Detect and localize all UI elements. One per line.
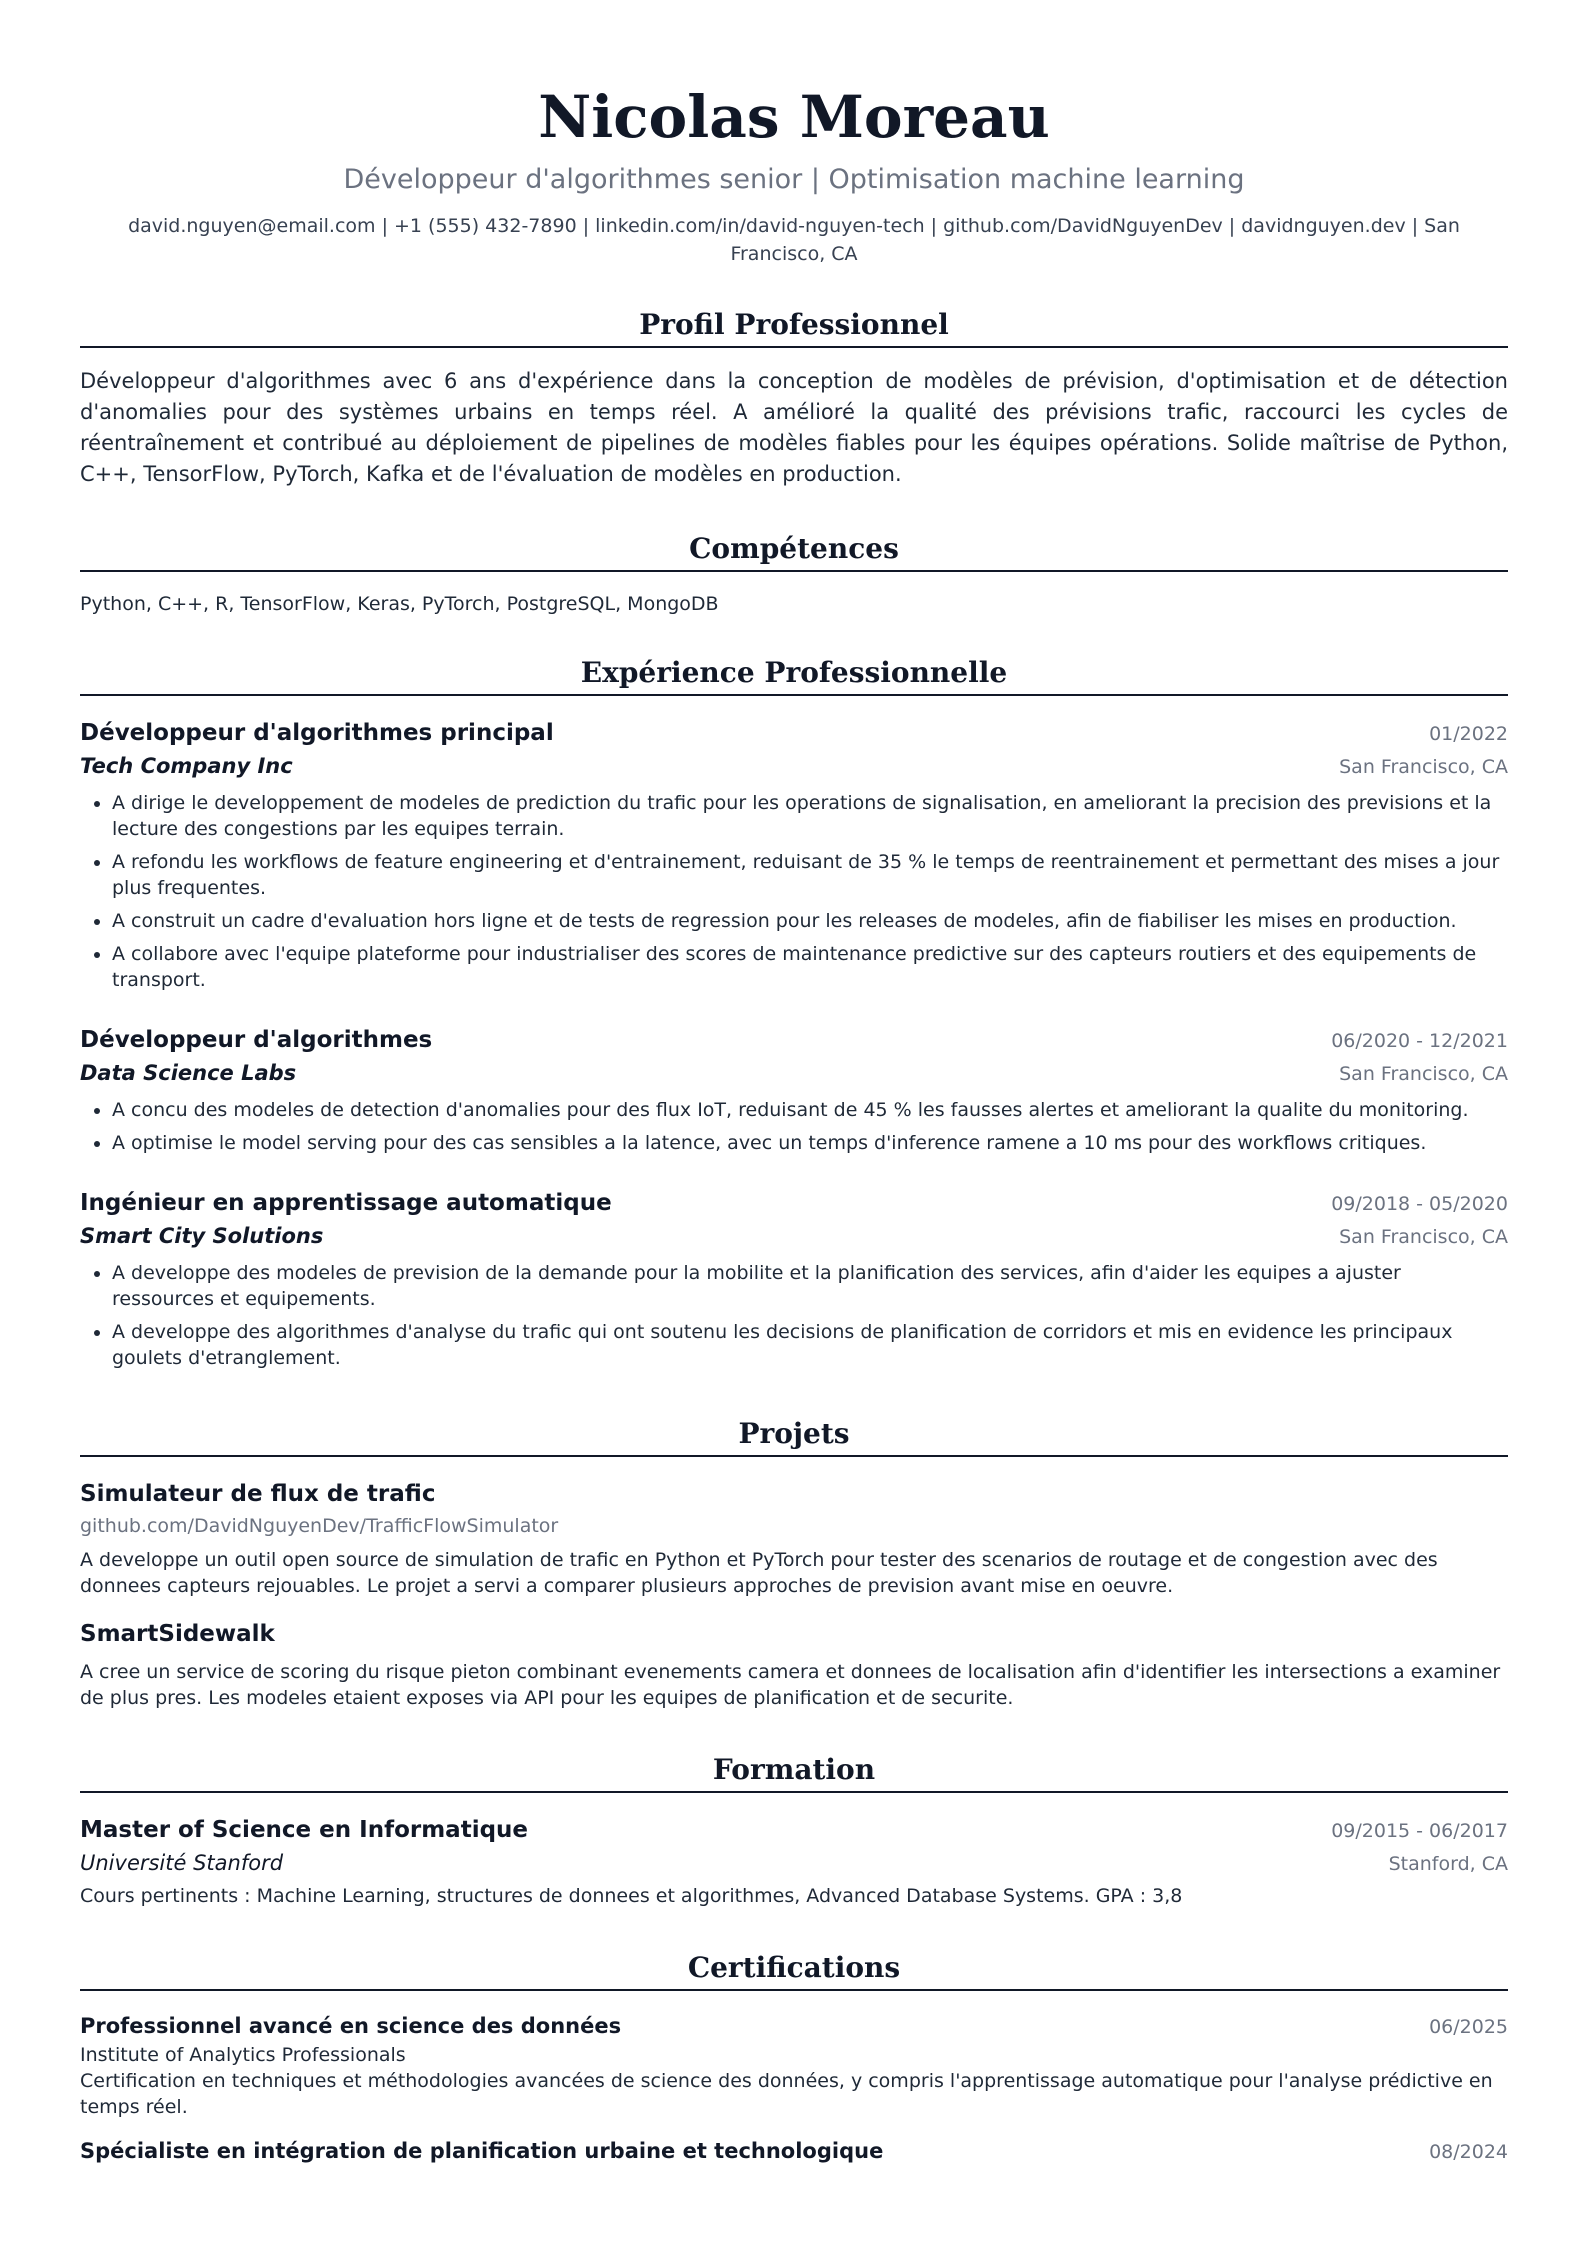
job-bullet: • A construit un cadre d'evaluation hors ligne et de tests de regression pour les releases de modeles, afin de fiabiliser les mises en production.	[112, 908, 1508, 934]
job-company: Smart City Solutions	[80, 1224, 324, 1248]
certification-entry	[80, 2011, 1508, 2120]
project-description: A developpe un outil open source de simulation de trafic en Python et PyTorch pour tester des scenarios de routage et de congestion avec des donnees capteurs rejouables. Le projet a servi a comparer plusieurs approches de prevision avant mise en oeuvre.	[80, 1549, 1438, 1597]
certification-title: Spécialiste en intégration de planification urbaine et technologique	[80, 2139, 884, 2163]
experience-section	[80, 654, 1508, 1371]
skills-section	[80, 530, 1508, 618]
section-title-projects: Projets	[80, 1415, 1508, 1457]
education-date: 09/2015 - 06/2017	[1331, 1820, 1508, 1842]
job-bullet: • A dirige le developpement de modeles de prediction du trafic pour les operations de signalisation, en ameliorant la precision des previsions et la lecture des congestions par les equipes terrain.	[112, 790, 1508, 842]
job-title: Développeur d'algorithmes principal	[80, 720, 554, 746]
job-date: 01/2022	[1429, 723, 1508, 745]
section-title-skills: Compétences	[80, 530, 1508, 572]
certifications-section	[80, 1949, 1508, 2167]
job-location: San Francisco, CA	[1339, 756, 1508, 778]
job-date: 09/2018 - 05/2020	[1331, 1193, 1508, 1215]
section-title-education: Formation	[80, 1751, 1508, 1793]
job-bullet: • A collabore avec l'equipe plateforme pour industrialiser des scores de maintenance predictive sur des capteurs routiers et des equipements de transport.	[112, 941, 1508, 993]
education-courses: Cours pertinents : Machine Learning, structures de donnees et algorithmes, Advanced Database Systems. GPA : 3,8	[80, 1885, 1183, 1907]
job-bullet: • A developpe des algorithmes d'analyse du trafic qui ont soutenu les decisions de planification de corridors et mis en evidence les principaux goulets d'etranglement.	[112, 1319, 1508, 1371]
certification-date: 06/2025	[1429, 2016, 1508, 2038]
section-title-profile: Profil Professionnel	[80, 306, 1508, 348]
job-date: 06/2020 - 12/2021	[1331, 1030, 1508, 1052]
project-entry	[80, 1617, 1508, 1711]
section-title-experience: Expérience Professionnelle	[80, 654, 1508, 696]
education-section	[80, 1751, 1508, 1909]
candidate-subtitle: Développeur d'algorithmes senior | Optimisation machine learning	[343, 164, 1245, 195]
skills-text: Python, C++, R, TensorFlow, Keras, PyTorch, PostgreSQL, MongoDB	[80, 593, 719, 615]
school-name: Université Stanford	[80, 1851, 284, 1875]
job-entry	[80, 1023, 1508, 1156]
project-link[interactable]: github.com/DavidNguyenDev/TrafficFlowSimulator	[80, 1515, 559, 1537]
job-title: Développeur d'algorithmes	[80, 1027, 433, 1053]
project-title: SmartSidewalk	[80, 1621, 275, 1647]
resume-header	[80, 0, 1508, 268]
profile-text: Développeur d'algorithmes avec 6 ans d'expérience dans la conception de modèles de prévision, d'optimisation et de détection d'anomalies pour des systèmes urbains en temps réel. A amélioré la qualité des prévisions trafic, raccourci les cycles de réentraînement et contribué au déploiement de pipelines de modèles fiables pour les équipes opérations. Solide maîtrise de Python, C++, TensorFlow, PyTorch, Kafka et de l'évaluation de modèles en production.	[80, 369, 1508, 486]
candidate-name: Nicolas Moreau	[538, 83, 1050, 151]
job-bullet: • A developpe des modeles de prevision de la demande pour la mobilite et la planification des services, afin d'aider les equipes a ajuster ressources et equipements.	[112, 1260, 1508, 1312]
certification-description: Certification en techniques et méthodologies avancées de science des données, y compris l'apprentissage automatique pour l'analyse prédictive en temps réel.	[80, 2070, 1493, 2118]
job-bullets	[80, 790, 1508, 993]
job-bullet: • A concu des modeles de detection d'anomalies pour des flux IoT, reduisant de 45 % les fausses alertes et ameliorant la qualite du monitoring.	[112, 1097, 1508, 1123]
project-entry	[80, 1477, 1508, 1599]
projects-section	[80, 1415, 1508, 1711]
degree-title: Master of Science en Informatique	[80, 1817, 529, 1843]
certification-issuer: Institute of Analytics Professionals	[80, 2044, 406, 2066]
certification-title: Professionnel avancé en science des données	[80, 2014, 622, 2038]
job-title: Ingénieur en apprentissage automatique	[80, 1190, 612, 1216]
job-bullets	[80, 1260, 1508, 1371]
school-location: Stanford, CA	[1388, 1853, 1508, 1875]
job-bullet: • A refondu les workflows de feature engineering et d'entrainement, reduisant de 35 % le temps de reentrainement et permettant des mises a jour plus frequentes.	[112, 849, 1508, 901]
section-title-certifications: Certifications	[80, 1949, 1508, 1991]
job-entry	[80, 716, 1508, 993]
job-company: Tech Company Inc	[80, 754, 293, 778]
job-entry	[80, 1186, 1508, 1371]
project-description: A cree un service de scoring du risque pieton combinant evenements camera et donnees de localisation afin d'identifier les intersections a examiner de plus pres. Les modeles etaient exposes via API pour les equipes de planification et de securite.	[80, 1661, 1501, 1709]
education-entry	[80, 1813, 1508, 1909]
job-location: San Francisco, CA	[1339, 1063, 1508, 1085]
job-bullets	[80, 1097, 1508, 1156]
job-company: Data Science Labs	[80, 1061, 297, 1085]
contact-line: david.nguyen@email.com | +1 (555) 432-7890 | linkedin.com/in/david-nguyen-tech | github.com/DavidNguyenDev | davidnguyen.dev | San Francisco, CA	[128, 215, 1460, 265]
job-bullet: • A optimise le model serving pour des cas sensibles a la latence, avec un temps d'inference ramene a 10 ms pour des workflows critiques.	[112, 1130, 1508, 1156]
job-location: San Francisco, CA	[1339, 1226, 1508, 1248]
certification-date: 08/2024	[1429, 2141, 1508, 2163]
profile-section	[80, 306, 1508, 490]
project-title: Simulateur de flux de trafic	[80, 1481, 436, 1507]
certification-entry	[80, 2136, 1508, 2167]
